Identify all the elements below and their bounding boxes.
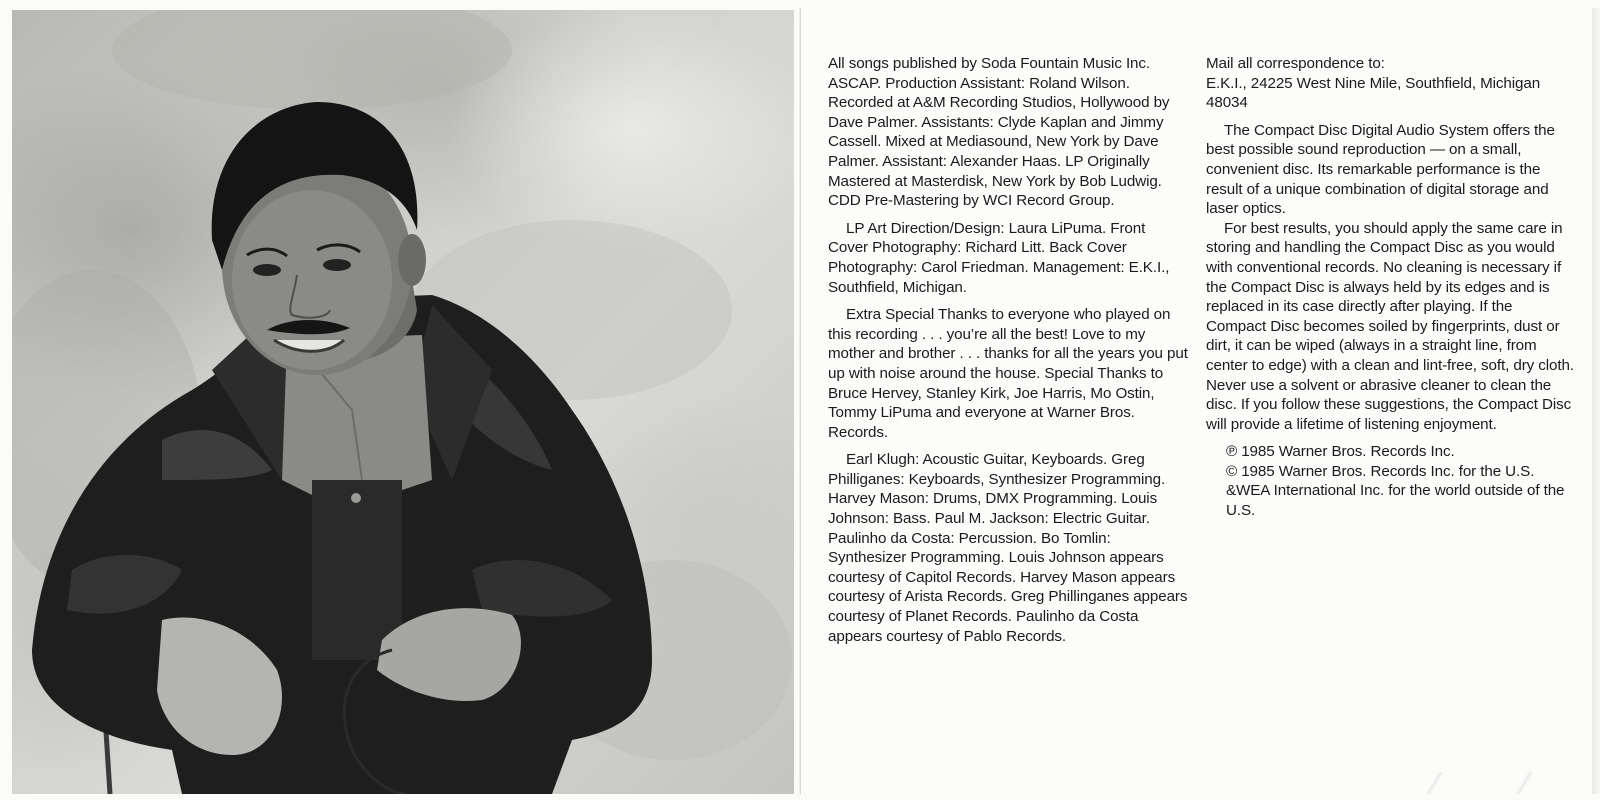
liner-notes-page <box>800 8 1592 794</box>
cd-care-text: For best results, you should apply the same care in storing and handling the Compact Disc as you would with conventional records. No cleaning is necessary if the Compact Disc is always held by its edges and is replaced in its case directly after playing. If the Compact Disc becomes soiled by fingerprints, dust or dirt, it can be wiped (always in a straight line, from center to edge) with a clean and lint-free, soft, dry cloth. Never use a solvent or abrasive cleaner to clean the disc. If you follow these suggestions, the Compact Disc will provide a lifetime of listening enjoyment. <box>1206 219 1574 433</box>
special-thanks: Extra Special Thanks to everyone who played on this recording . . . you’re all the best! Love to my mother and brother . . . thanks for all the years you put up with noise around the house. Special Thanks to Bruce Hervey, Stanley Kirk, Joe Harris, Mo Ostin, Tommy LiPuma and everyone at Warner Bros. Records. <box>828 306 1188 441</box>
phonogram-line: ℗ 1985 Warner Bros. Records Inc. <box>1226 443 1455 461</box>
musician-credits: Earl Klugh: Acoustic Guitar, Keyboards. Greg Philliganes: Keyboards, Synthesizer Programming. Harvey Mason: Drums, DMX Programming. Louis Johnson: Bass. Paul M. Jackson: Electric Guitar. Paulinho da Costa: Percussion. Bo Tomlin: Synthesizer Programming. Louis Johnson appears courtesy of Capitol Records. Harvey Mason appears courtesy of Arista Records. Greg Phillinganes appears courtesy of Planet Records. Paulinho da Costa appears courtesy of Pablo Records. <box>828 451 1188 645</box>
crease-mark <box>1514 772 1532 794</box>
portrait-photo <box>12 10 794 794</box>
cd-system-text: The Compact Disc Digital Audio System offers the best possible sound reproduction — on a small, convenient disc. Its remarkable performance is the result of a unique combination of digital storage and laser optics. <box>1206 121 1555 218</box>
info-column <box>1206 54 1574 521</box>
credits-column <box>828 54 1188 654</box>
art-direction-credits: LP Art Direction/Design: Laura LiPuma. Front Cover Photography: Richard Litt. Back Cover Photography: Carol Friedman. Management: E.K.I., Southfield, Michigan. <box>828 219 1170 296</box>
crease-mark <box>1424 772 1442 794</box>
copyright-block <box>1206 442 1574 520</box>
mail-address: E.K.I., 24225 West Nine Mile, Southfield, Michigan 48034 <box>1206 74 1541 112</box>
mail-heading: Mail all correspondence to: <box>1206 55 1385 72</box>
copyright-line: © 1985 Warner Bros. Records Inc. for the U.S. &WEA International Inc. for the world outside of the U.S. <box>1226 462 1565 520</box>
publishing-credits: All songs published by Soda Fountain Music Inc. ASCAP. Production Assistant: Roland Wilson. Recorded at A&M Recording Studios, Hollywood by Dave Palmer. Assistants: Clyde Kaplan and Jimmy Cassell. Mixed at Mediasound, New York by Dave Palmer. Assistant: Alexander Haas. LP Originally Mastered at Masterdisk, New York by Bob Ludwig. CDD Pre-Mastering by WCI Record Group. <box>828 55 1170 210</box>
portrait-photo-icon <box>12 10 794 794</box>
